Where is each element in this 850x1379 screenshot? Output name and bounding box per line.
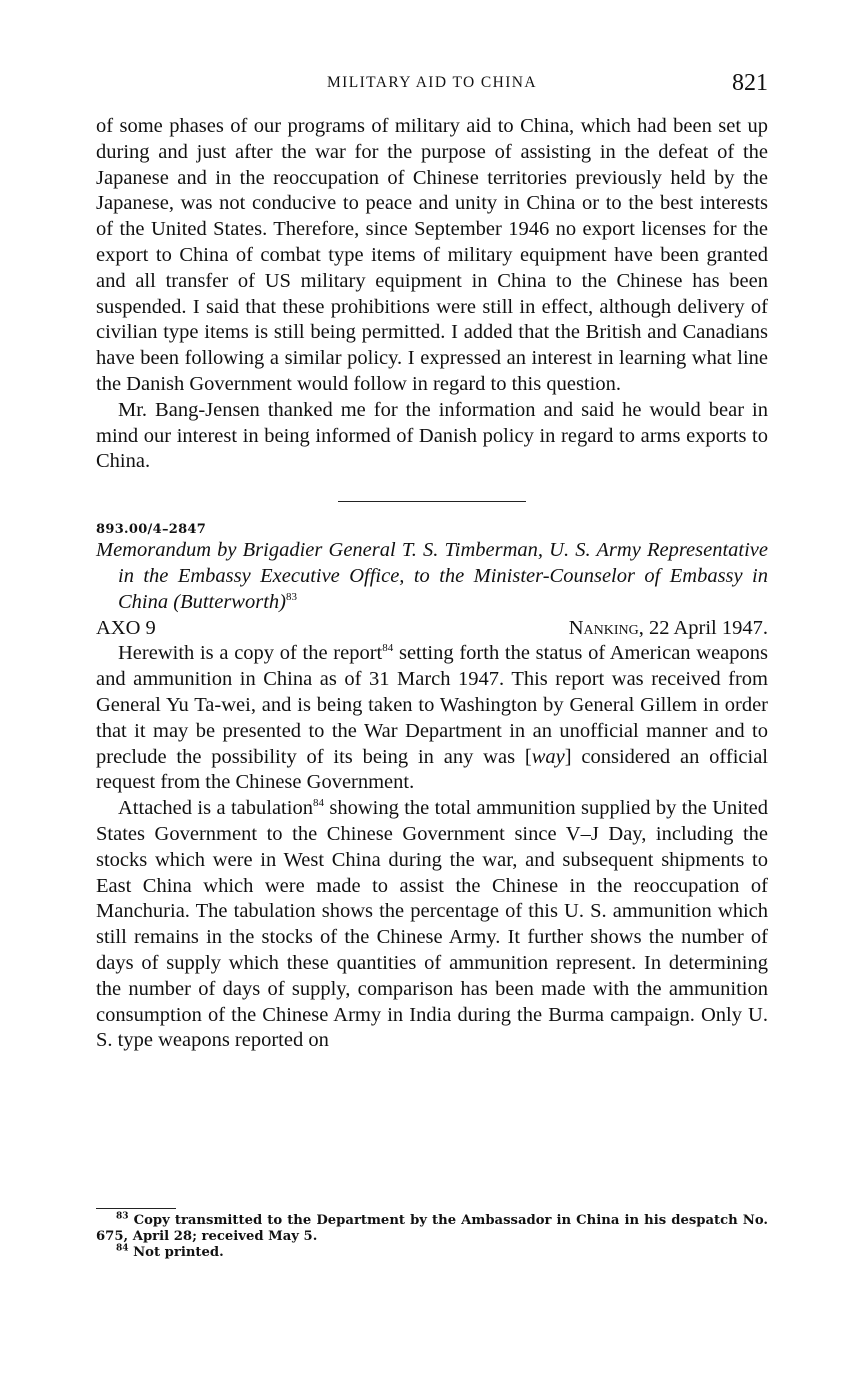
running-title: MILITARY AID TO CHINA <box>327 74 537 91</box>
file-number: 893.00/4–2847 <box>96 522 207 538</box>
footnote-ref-84-second[interactable]: 84 <box>312 797 324 810</box>
tabulation-paragraph-part-b: showing the total ammunition supplied by the United States Government to the Chinese Government since V–J Day, including the stocks which were in West China during the war, and subsequent shipments to East China which were made to assist the Chinese in the reoccupation of Manchuria. The tabulation shows the percentage of this U. S. ammunition which still remains in the stocks of the Chinese Army. It further shows the number of days of supply which these quantities of ammunition represent. In determining the number of days of supply, comparison has been made with the ammunition consumption of the Chinese Army in India during the Burma campaign. Only U. S. type weapons reported on <box>96 797 768 1052</box>
footnotes <box>96 1213 768 1261</box>
footnote-84 <box>96 1245 768 1261</box>
report-paragraph-part-b: setting forth the status of American weapons and ammunition in China as of 31 March 1947. This report was received from General Yu Ta-wei, and is being taken to Washington by General Gillem in order that it may be presented to the War Department in an unofficial manner and to preclude the possibility of its being in any was [ <box>96 642 768 768</box>
page-number: 821 <box>732 70 768 96</box>
footnote-ref-83[interactable]: 83 <box>285 590 297 603</box>
tabulation-paragraph <box>96 796 768 1054</box>
place-date <box>569 616 768 642</box>
section-divider <box>338 501 526 502</box>
serial-number: AXO 9 <box>96 616 156 639</box>
place: Nanking <box>568 616 639 639</box>
date: , 22 April 1947. <box>638 616 768 639</box>
footnote-84-mark: 84 <box>116 1243 129 1254</box>
bang-jensen-paragraph: Mr. Bang-Jensen thanked me for the information and said he would bear in mind our interest in being informed of Danish policy in regard to arms exports to China. <box>96 398 768 473</box>
dateline <box>96 616 768 642</box>
footnote-83-text: Copy transmitted to the Department by the Ambassador in China in his despatch No. 675, April 28; received May 5. <box>96 1213 769 1244</box>
footnote-84-text: Not printed. <box>133 1245 224 1260</box>
footnote-ref-84[interactable]: 84 <box>382 642 394 655</box>
footnote-83-mark: 83 <box>116 1211 129 1222</box>
running-head <box>96 70 768 100</box>
footnote-83 <box>96 1213 768 1245</box>
memorandum-heading <box>96 538 768 615</box>
report-paragraph-part-c: ] considered an official request from the Chinese Government. <box>96 745 768 794</box>
editorial-insertion: way <box>531 745 565 768</box>
memorandum-heading-text: Memorandum by Brigadier General T. S. Timberman, U. S. Army Representative in the Embassy Executive Office, to the Minister-Counselor of Embassy in China (Butterworth) <box>96 539 768 613</box>
body-text <box>96 114 768 1054</box>
tabulation-paragraph-part-a: Attached is a tabulation <box>118 797 313 820</box>
report-paragraph-part-a: Herewith is a copy of the report <box>118 642 383 665</box>
continued-paragraph: of some phases of our programs of military aid to China, which had been set up during and just after the war for the purpose of assisting in the defeat of the Japanese and in the reoccupation of Chinese territories previously held by the Japanese, was not conducive to peace and unity in China or to the best interests of the United States. Therefore, since September 1946 no export licenses for the export to China of combat type items of military equipment have been granted and all transfer of US military equipment in China to the Chinese has been suspended. I said that these prohibitions were still in effect, although delivery of civilian type items is still being permitted. I added that the British and Canadians have been following a similar policy. I expressed an interest in learning what line the Danish Government would follow in regard to this question. <box>96 115 768 395</box>
footnote-rule <box>96 1208 176 1209</box>
report-paragraph <box>96 641 768 796</box>
